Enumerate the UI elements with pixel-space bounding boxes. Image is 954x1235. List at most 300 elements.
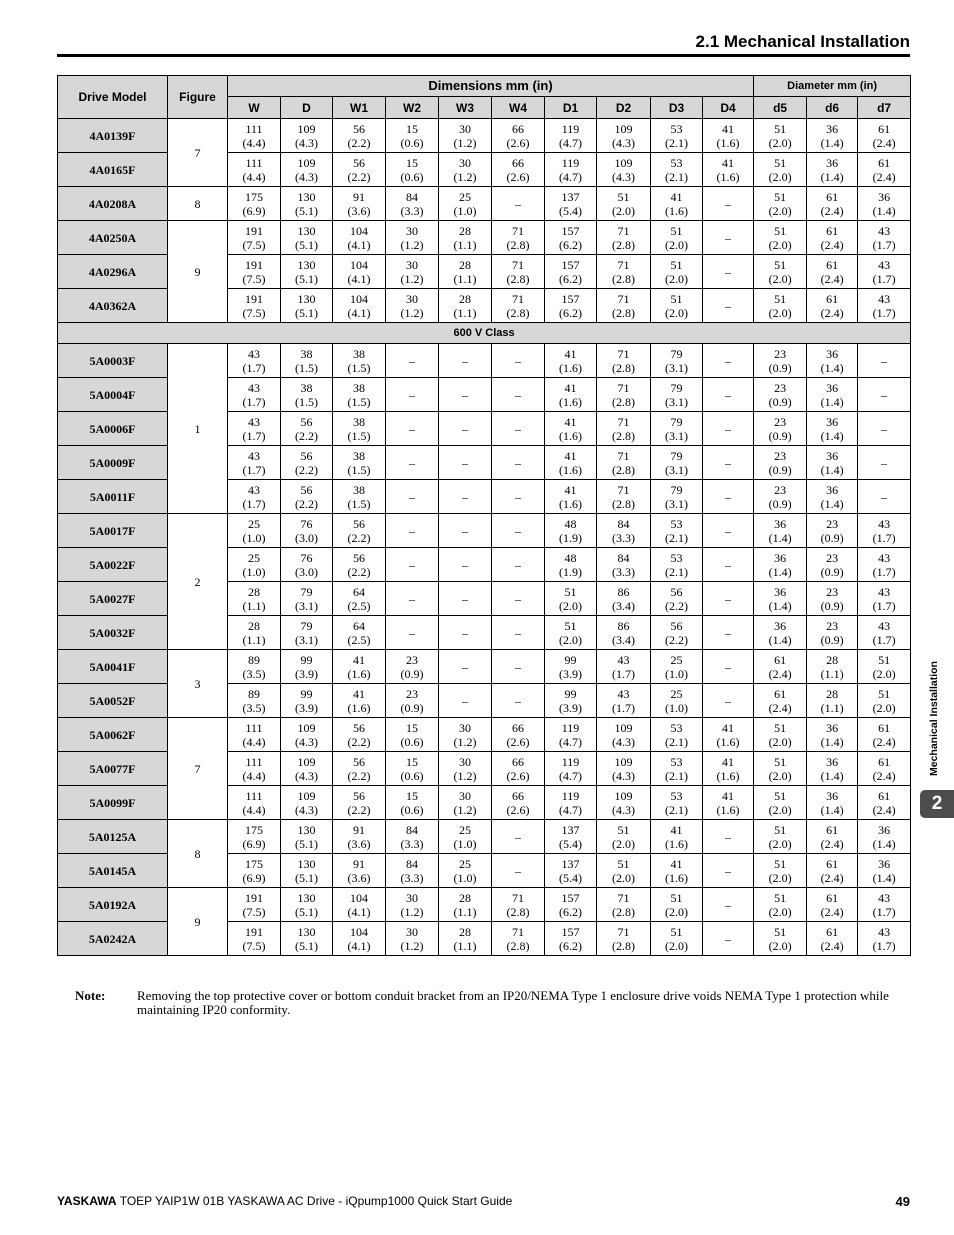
side-tab-label: Mechanical Installation — [928, 661, 940, 776]
value-mm: 51 — [670, 291, 683, 306]
value-in: (3.6) — [347, 870, 371, 885]
value-in: (1.4) — [768, 530, 792, 545]
value-mm: 41 — [670, 822, 683, 837]
value-in: (0.9) — [820, 598, 844, 613]
header-col-d3: D3 — [651, 97, 703, 119]
value-in: (2.4) — [820, 836, 844, 851]
dimension-cell — [807, 922, 858, 956]
dimension-cell: – — [386, 582, 439, 616]
dimension-cell — [492, 718, 545, 752]
value-mm: 23 — [774, 380, 787, 395]
dimension-cell — [754, 255, 807, 289]
value-in: (1.7) — [872, 632, 896, 647]
dimension-cell — [597, 922, 651, 956]
value-in: (1.1) — [453, 305, 477, 320]
value-in: (2.6) — [506, 169, 530, 184]
dimension-cell — [333, 922, 386, 956]
dimension-cell — [754, 752, 807, 786]
value-in: (1.1) — [453, 271, 477, 286]
value-mm: 28 — [459, 257, 471, 272]
dimension-cell — [597, 480, 651, 514]
dimension-cell — [545, 888, 597, 922]
value-mm: 36 — [826, 448, 839, 463]
dimension-cell — [597, 289, 651, 323]
class-row — [58, 323, 911, 344]
value-mm: 53 — [670, 516, 683, 531]
dimension-cell — [651, 255, 703, 289]
header-drive-model: Drive Model — [58, 76, 168, 119]
dimension-cell: – — [439, 684, 492, 718]
value-in: (0.6) — [400, 734, 424, 749]
value-mm: 53 — [670, 788, 683, 803]
value-in: (2.4) — [820, 203, 844, 218]
dimension-cell — [281, 412, 333, 446]
dimension-cell — [651, 153, 703, 187]
dimension-cell — [333, 119, 386, 153]
value-mm: 51 — [670, 890, 683, 905]
dimension-cell — [597, 786, 651, 820]
value-in: (1.7) — [872, 598, 896, 613]
drive-model-cell: 5A0052F — [58, 684, 168, 718]
value-mm: 43 — [878, 516, 891, 531]
dimension-cell: – — [439, 514, 492, 548]
value-in: (1.6) — [559, 496, 582, 511]
value-in: (2.0) — [872, 666, 896, 681]
value-mm: 111 — [245, 155, 263, 170]
value-mm: 61 — [826, 223, 839, 238]
dimension-cell — [651, 616, 703, 650]
value-mm: 30 — [459, 121, 471, 136]
value-mm: 28 — [826, 652, 839, 667]
value-mm: 61 — [826, 822, 839, 837]
header-col-d2: D2 — [597, 97, 651, 119]
dimension-cell — [333, 289, 386, 323]
dimension-cell — [333, 514, 386, 548]
value-in: (4.3) — [612, 135, 635, 150]
value-in: (1.4) — [768, 598, 792, 613]
value-in: (1.0) — [242, 564, 266, 579]
value-in: (4.3) — [612, 802, 635, 817]
value-in: (5.1) — [295, 836, 318, 851]
dimension-cell — [228, 187, 281, 221]
value-in: (1.5) — [347, 428, 371, 443]
value-mm: 51 — [774, 223, 787, 238]
footer-brand: YASKAWA — [57, 1194, 117, 1208]
dimension-cell — [597, 718, 651, 752]
value-in: (4.3) — [295, 169, 318, 184]
drive-model-cell: 5A0145A — [58, 854, 168, 888]
value-in: (2.8) — [612, 462, 635, 477]
value-mm: 66 — [512, 754, 524, 769]
value-in: (1.2) — [400, 904, 424, 919]
page-number: 49 — [895, 1194, 910, 1209]
dimension-cell — [703, 119, 754, 153]
dimension-cell — [807, 752, 858, 786]
value-in: (1.2) — [400, 938, 424, 953]
value-in: (2.4) — [768, 666, 792, 681]
value-mm: 53 — [670, 155, 683, 170]
figure-cell: 9 — [168, 221, 228, 323]
value-in: (2.4) — [768, 700, 792, 715]
value-mm: 130 — [297, 856, 316, 871]
dimension-cell — [858, 153, 911, 187]
value-mm: 23 — [774, 414, 787, 429]
value-in: (2.2) — [347, 530, 371, 545]
header-col-d1: D1 — [545, 97, 597, 119]
value-mm: 25 — [459, 189, 471, 204]
value-in: (2.1) — [665, 564, 688, 579]
value-in: (2.1) — [665, 530, 688, 545]
value-mm: 157 — [561, 890, 580, 905]
value-in: (2.4) — [872, 768, 896, 783]
value-mm: 41 — [353, 652, 365, 667]
figure-cell: 7 — [168, 718, 228, 820]
dimension-cell — [754, 616, 807, 650]
value-in: (1.6) — [559, 360, 582, 375]
value-mm: 137 — [561, 189, 580, 204]
dimension-cell — [281, 752, 333, 786]
value-in: (2.4) — [872, 734, 896, 749]
dimension-cell — [492, 289, 545, 323]
value-in: (1.4) — [768, 632, 792, 647]
dimension-cell — [492, 255, 545, 289]
drive-model-cell: 5A0022F — [58, 548, 168, 582]
dimension-cell — [651, 820, 703, 854]
value-mm: 56 — [353, 516, 365, 531]
value-mm: 66 — [512, 121, 524, 136]
value-mm: 66 — [512, 155, 524, 170]
value-in: (2.0) — [768, 768, 792, 783]
value-in: (1.7) — [242, 394, 266, 409]
value-mm: 71 — [512, 890, 524, 905]
value-mm: 51 — [617, 189, 630, 204]
value-mm: 66 — [512, 788, 524, 803]
value-mm: 53 — [670, 550, 683, 565]
dimension-cell — [858, 582, 911, 616]
value-mm: 84 — [406, 822, 418, 837]
dimension-cell — [754, 119, 807, 153]
value-mm: 23 — [826, 618, 839, 633]
dimension-cell — [439, 786, 492, 820]
value-mm: 175 — [245, 189, 263, 204]
value-in: (2.8) — [612, 394, 635, 409]
value-mm: 25 — [459, 856, 471, 871]
value-in: (1.4) — [872, 870, 896, 885]
dimension-cell — [858, 684, 911, 718]
dimension-cell: – — [439, 446, 492, 480]
dimension-cell — [281, 922, 333, 956]
dimension-cell — [492, 153, 545, 187]
value-in: (2.5) — [347, 598, 371, 613]
dimension-cell — [228, 119, 281, 153]
dimension-cell — [597, 684, 651, 718]
value-mm: 61 — [878, 155, 891, 170]
value-mm: 51 — [617, 822, 630, 837]
dimension-cell: – — [386, 412, 439, 446]
value-mm: 36 — [826, 720, 839, 735]
value-mm: 43 — [617, 686, 630, 701]
value-in: (3.1) — [665, 496, 688, 511]
dimension-cell — [333, 378, 386, 412]
dimension-cell — [228, 289, 281, 323]
value-mm: 30 — [406, 890, 418, 905]
dimension-cell — [439, 854, 492, 888]
dimension-cell — [228, 514, 281, 548]
value-mm: 23 — [826, 584, 839, 599]
dimension-cell — [597, 153, 651, 187]
dimension-cell — [807, 119, 858, 153]
dimension-cell — [754, 786, 807, 820]
dimension-cell — [754, 684, 807, 718]
value-in: (2.8) — [506, 305, 530, 320]
dimension-cell — [754, 922, 807, 956]
value-in: (1.6) — [559, 394, 582, 409]
dimension-cell — [386, 718, 439, 752]
dimension-cell — [754, 412, 807, 446]
value-in: (3.1) — [665, 360, 688, 375]
value-mm: 38 — [353, 346, 365, 361]
value-in: (1.6) — [665, 836, 688, 851]
dimension-cell — [545, 650, 597, 684]
dimension-cell: – — [492, 514, 545, 548]
value-in: (4.3) — [295, 135, 318, 150]
value-mm: 51 — [670, 924, 683, 939]
header-col-w: W — [228, 97, 281, 119]
dimension-cell: – — [439, 378, 492, 412]
value-mm: 71 — [617, 414, 630, 429]
value-in: (5.4) — [559, 836, 582, 851]
value-mm: 84 — [617, 550, 630, 565]
value-mm: 61 — [826, 856, 839, 871]
value-in: (2.0) — [768, 836, 792, 851]
value-mm: 23 — [406, 652, 418, 667]
value-mm: 66 — [512, 720, 524, 735]
drive-model-cell: 4A0250A — [58, 221, 168, 255]
header-figure: Figure — [168, 76, 228, 119]
value-mm: 111 — [245, 754, 263, 769]
value-in: (1.6) — [665, 203, 688, 218]
value-mm: 89 — [248, 686, 260, 701]
value-in: (2.2) — [665, 632, 688, 647]
value-mm: 56 — [353, 788, 365, 803]
dimension-cell — [281, 378, 333, 412]
value-in: (3.3) — [612, 530, 635, 545]
value-mm: 104 — [350, 223, 368, 238]
value-mm: 109 — [614, 788, 633, 803]
value-mm: 28 — [459, 291, 471, 306]
dimension-cell — [651, 854, 703, 888]
dimension-cell — [228, 480, 281, 514]
dimension-cell — [228, 650, 281, 684]
drive-model-cell: 5A0242A — [58, 922, 168, 956]
value-in: (2.8) — [612, 237, 635, 252]
dimension-cell — [439, 820, 492, 854]
value-mm: 130 — [297, 189, 316, 204]
table-row — [58, 221, 911, 255]
value-in: (1.2) — [400, 271, 424, 286]
dimension-cell — [545, 412, 597, 446]
dimension-cell — [228, 616, 281, 650]
dimension-cell — [703, 718, 754, 752]
dimension-cell — [439, 221, 492, 255]
value-in: (2.8) — [612, 904, 635, 919]
dimension-cell — [807, 221, 858, 255]
value-mm: 53 — [670, 720, 683, 735]
dimension-cell — [807, 786, 858, 820]
dimension-cell — [228, 221, 281, 255]
value-in: (1.4) — [820, 496, 844, 511]
header-dimensions-group: Dimensions mm (in) — [228, 76, 754, 97]
drive-model-cell: 5A0032F — [58, 616, 168, 650]
value-mm: 28 — [459, 890, 471, 905]
dimension-cell — [439, 119, 492, 153]
dimension-cell — [386, 289, 439, 323]
value-in: (4.3) — [295, 768, 318, 783]
dimension-cell — [333, 344, 386, 378]
dimension-cell — [597, 378, 651, 412]
value-in: (5.1) — [295, 305, 318, 320]
value-in: (1.0) — [242, 530, 266, 545]
value-in: (1.5) — [295, 394, 318, 409]
dimension-cell — [333, 480, 386, 514]
dimension-cell: – — [439, 412, 492, 446]
value-mm: 71 — [617, 448, 630, 463]
value-in: (0.9) — [820, 632, 844, 647]
dimension-cell — [281, 854, 333, 888]
dimension-cell — [545, 752, 597, 786]
value-in: (2.8) — [506, 938, 530, 953]
value-mm: 30 — [459, 155, 471, 170]
dimension-cell — [333, 718, 386, 752]
dimension-cell — [333, 412, 386, 446]
value-mm: 51 — [878, 652, 891, 667]
value-mm: 51 — [774, 257, 787, 272]
drive-model-cell: 5A0125A — [58, 820, 168, 854]
dimension-cell — [333, 820, 386, 854]
value-mm: 36 — [826, 414, 839, 429]
value-mm: 48 — [564, 516, 577, 531]
dimension-cell — [651, 922, 703, 956]
dimension-cell — [651, 514, 703, 548]
value-mm: 56 — [353, 720, 365, 735]
value-mm: 51 — [564, 618, 577, 633]
dimension-cell: – — [492, 616, 545, 650]
value-in: (2.6) — [506, 135, 530, 150]
value-mm: 79 — [300, 618, 313, 633]
value-in: (1.6) — [716, 802, 740, 817]
value-in: (2.0) — [768, 305, 792, 320]
value-in: (4.1) — [347, 271, 371, 286]
value-mm: 157 — [561, 257, 580, 272]
dimension-cell — [545, 344, 597, 378]
dimension-cell — [651, 684, 703, 718]
value-in: (2.4) — [820, 305, 844, 320]
value-mm: 56 — [353, 121, 365, 136]
value-in: (3.4) — [612, 598, 635, 613]
dimension-cell — [333, 684, 386, 718]
dimension-cell: – — [858, 344, 911, 378]
value-mm: 109 — [297, 754, 316, 769]
header-col-w3: W3 — [439, 97, 492, 119]
dimension-cell — [754, 446, 807, 480]
value-in: (1.4) — [820, 768, 844, 783]
dimension-cell — [333, 255, 386, 289]
value-in: (4.1) — [347, 305, 371, 320]
value-mm: 15 — [406, 754, 418, 769]
value-in: (7.5) — [242, 305, 266, 320]
dimension-cell — [333, 786, 386, 820]
value-mm: 99 — [564, 652, 577, 667]
value-mm: 43 — [878, 924, 891, 939]
dimension-cell — [807, 153, 858, 187]
dimension-cell: – — [439, 344, 492, 378]
drive-model-cell: 5A0027F — [58, 582, 168, 616]
value-in: (2.0) — [559, 598, 582, 613]
value-in: (4.3) — [612, 734, 635, 749]
value-mm: 23 — [826, 550, 839, 565]
header-col-d: D — [281, 97, 333, 119]
value-in: (2.0) — [665, 904, 688, 919]
dimension-cell — [597, 582, 651, 616]
value-mm: 15 — [406, 720, 418, 735]
dimension-cell — [228, 153, 281, 187]
table-row — [58, 888, 911, 922]
value-in: (4.4) — [242, 734, 266, 749]
value-in: (0.9) — [768, 496, 792, 511]
value-mm: 61 — [826, 890, 839, 905]
dimension-cell: – — [492, 820, 545, 854]
dimension-cell — [597, 888, 651, 922]
dimension-cell — [281, 684, 333, 718]
dimension-cell — [386, 221, 439, 255]
value-in: (5.1) — [295, 237, 318, 252]
value-mm: 157 — [561, 924, 580, 939]
dimension-cell — [228, 820, 281, 854]
value-mm: 71 — [617, 346, 630, 361]
value-mm: 99 — [300, 652, 313, 667]
figure-cell: 8 — [168, 820, 228, 888]
dimension-cell — [333, 888, 386, 922]
value-mm: 79 — [670, 482, 683, 497]
dimension-cell — [492, 221, 545, 255]
value-mm: 56 — [670, 618, 683, 633]
value-mm: 51 — [774, 720, 787, 735]
value-in: (2.0) — [559, 632, 582, 647]
value-mm: 191 — [245, 890, 263, 905]
value-mm: 38 — [353, 380, 365, 395]
dimension-cell — [281, 582, 333, 616]
value-mm: 30 — [406, 291, 418, 306]
value-mm: 53 — [670, 754, 683, 769]
value-mm: 104 — [350, 890, 368, 905]
dimension-cell — [807, 650, 858, 684]
value-in: (2.8) — [506, 237, 530, 252]
dimension-cell — [597, 344, 651, 378]
value-in: (6.2) — [559, 938, 582, 953]
value-mm: 41 — [722, 720, 735, 735]
drive-model-cell: 5A0003F — [58, 344, 168, 378]
value-mm: 157 — [561, 291, 580, 306]
drive-model-cell: 5A0099F — [58, 786, 168, 820]
dimension-cell — [228, 752, 281, 786]
dimension-cell: – — [492, 548, 545, 582]
value-in: (6.2) — [559, 271, 582, 286]
header-col-d5: d5 — [754, 97, 807, 119]
dimension-cell — [597, 650, 651, 684]
dimension-cell — [858, 820, 911, 854]
dimension-cell — [597, 616, 651, 650]
value-mm: 91 — [353, 189, 365, 204]
